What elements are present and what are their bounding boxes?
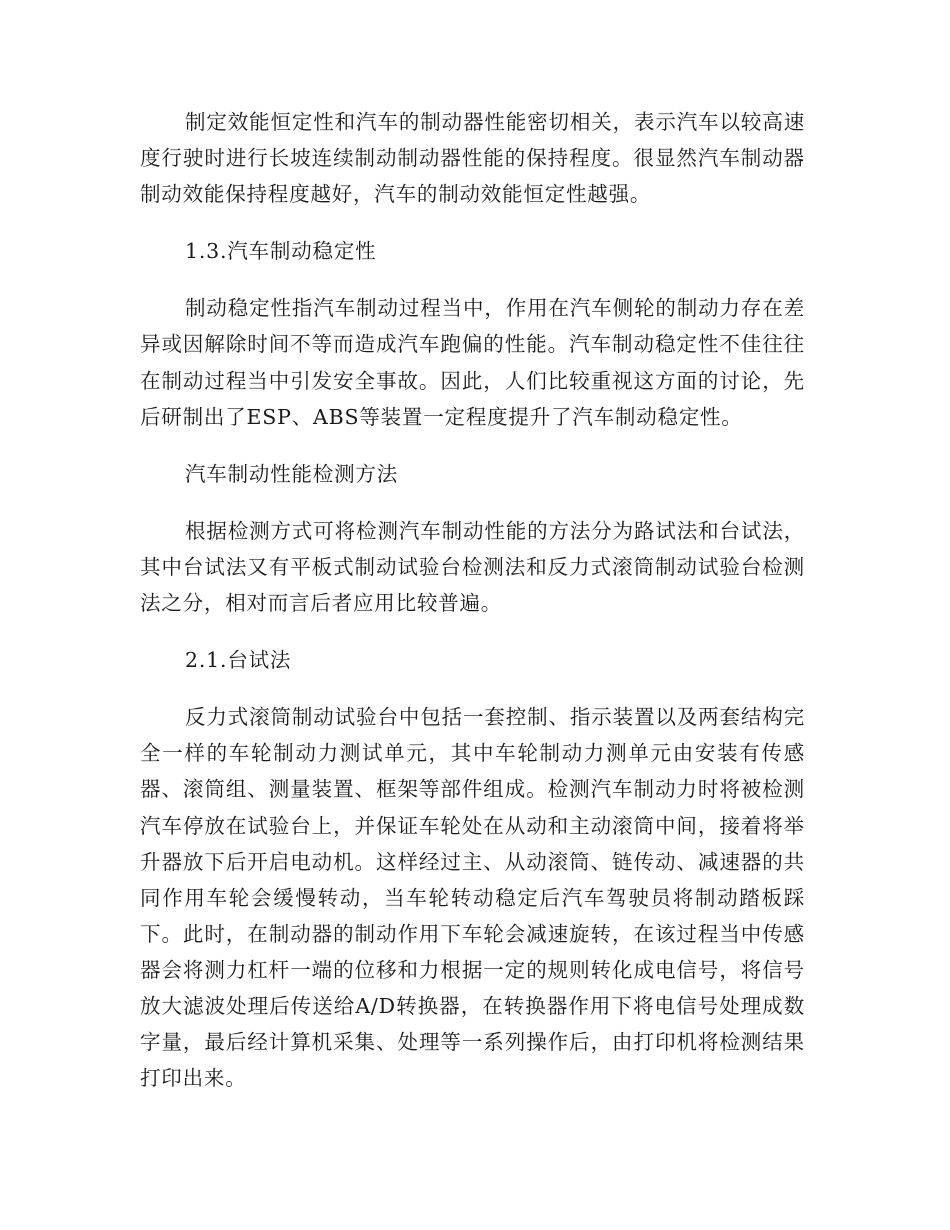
paragraph-braking-efficiency-constancy: 制定效能恒定性和汽车的制动器性能密切相关，表示汽车以较高速度行驶时进行长坡连续制动制动器性能的保持程度。很显然汽车制动器制动效能保持程度越好，汽车的制动效能恒定性越强。 xyxy=(140,110,805,207)
paragraph-bench-test: 反力式滚筒制动试验台中包括一套控制、指示装置以及两套结构完全一样的车轮制动力测试单元，其中车轮制动力测单元由安装有传感器、滚筒组、测量装置、框架等部件组成。检测汽车制动力时将被检测汽车停放在试验台上，并保证车轮处在从动和主动滚筒中间，接着将举升器放下后开启电动机。这样经过主、从动滚筒、链传动、减速器的共同作用车轮会缓慢转动，当车轮转动稳定后汽车驾驶员将制动踏板踩下。此时，在制动器的制动作用下车轮会减速旋转，在该过程当中传感器会将测力杠杆一端的位移和力根据一定的规则转化成电信号，将信号放大滤波处理后传送给A/D转换器，在转换器作用下将电信号处理成数字量，最后经计算机采集、处理等一系列操作后，由打印机将检测结果打印出来。 xyxy=(140,705,805,1091)
heading-detection-methods: 汽车制动性能检测方法 xyxy=(185,461,398,486)
heading-section-1-3: 1.3.汽车制动稳定性 xyxy=(185,239,377,264)
document-body xyxy=(140,104,805,1117)
paragraph-detection-methods: 根据检测方式可将检测汽车制动性能的方法分为路试法和台试法，其中台试法又有平板式制动试验台检测法和反力式滚筒制动试验台检测法之分，相对而言后者应用比较普遍。 xyxy=(140,518,805,616)
paragraph-braking-stability: 制动稳定性指汽车制动过程当中，作用在汽车侧轮的制动力存在差异或因解除时间不等而造成汽车跑偏的性能。汽车制动稳定性不佳往往在制动过程当中引发安全事故。因此，人们比较重视这方面的讨论，先后研制出了ESP、ABS等装置一定程度提升了汽车制动稳定性。 xyxy=(140,296,805,429)
heading-section-2-1: 2.1.台试法 xyxy=(185,648,292,673)
